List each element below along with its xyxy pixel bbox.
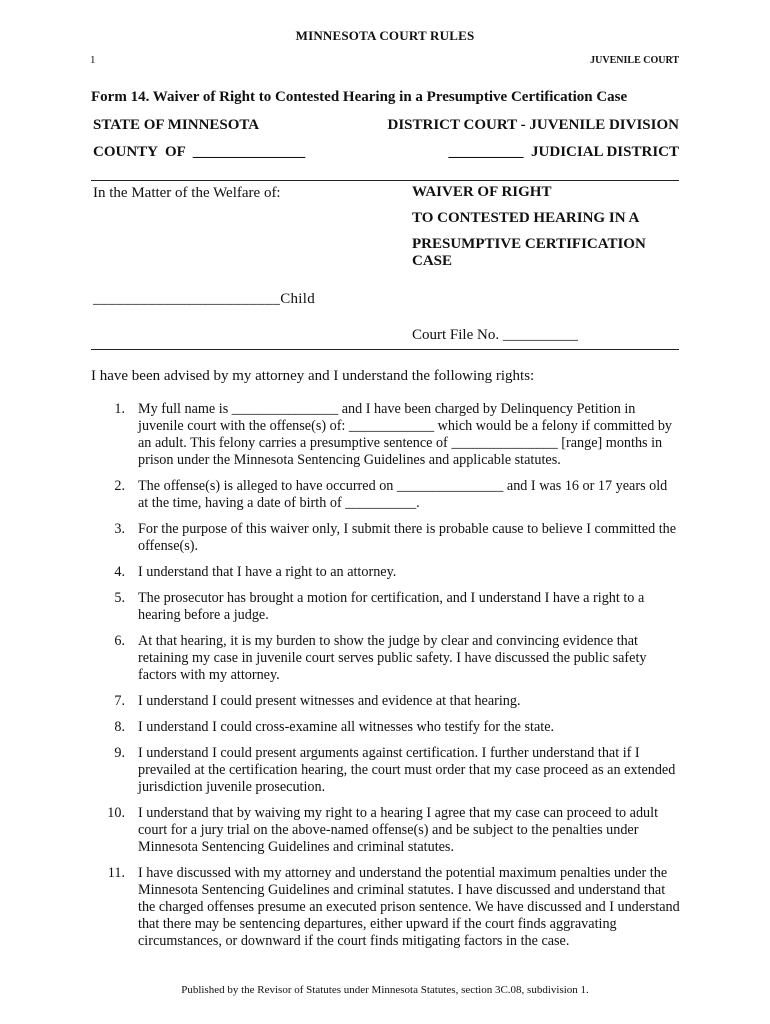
running-title: MINNESOTA COURT RULES xyxy=(295,28,475,43)
right-item-2 xyxy=(91,478,681,512)
district-label: __________ JUDICIAL DISTRICT xyxy=(448,144,679,160)
publication-footer: Published by the Revisor of Statutes under Minnesota Statutes, section 3C.08, subdivision 1. xyxy=(181,984,589,996)
state-label: STATE OF MINNESOTA xyxy=(93,117,260,133)
item-number: 6. xyxy=(114,633,125,649)
court-file-number: Court File No. __________ xyxy=(412,327,578,343)
court-label: DISTRICT COURT - JUVENILE DIVISION xyxy=(387,117,679,133)
item-text: I understand that by waiving my right to a hearing I agree that my case can proceed to adult court for a jury trial on the above-named offense(s) and be subject to the penalties under Minnesota Sentencing Guidelines and criminal statutes. xyxy=(138,805,659,855)
waiver-title-line-1: WAIVER OF RIGHT xyxy=(412,184,552,200)
intro-text: I have been advised by my attorney and I understand the following rights: xyxy=(91,368,535,384)
item-text: I understand I could present arguments against certification. I further understand that if I prevailed at the certification hearing, the court must order that my case proceed as an extended jurisdiction juvenile prosecution. xyxy=(138,745,676,795)
item-number: 4. xyxy=(114,564,125,580)
item-number: 10. xyxy=(107,805,125,821)
county-label: COUNTY OF _______________ xyxy=(93,144,306,160)
item-number: 7. xyxy=(114,693,125,709)
item-text: I have discussed with my attorney and understand the potential maximum penalties under the Minnesota Sentencing Guidelines and criminal statutes. I have discussed and understand that the charged offenses presume an executed prison sentence. We have discussed and I understand that there may be sentencing departures, either upward if the court finds aggravating circumstances, or downward if the court finds mitigating factors in the case. xyxy=(138,865,680,949)
right-item-3 xyxy=(91,521,681,555)
matter-label: In the Matter of the Welfare of: xyxy=(93,185,281,201)
form-title: Form 14. Waiver of Right to Contested Hearing in a Presumptive Certification Case xyxy=(91,89,628,105)
item-number: 8. xyxy=(114,719,125,735)
right-item-7 xyxy=(91,693,681,710)
right-item-4 xyxy=(91,564,681,581)
item-text: The offense(s) is alleged to have occurred on _______________ and I was 16 or 17 years old at the time, having a date of birth of __________. xyxy=(138,478,668,511)
item-number: 5. xyxy=(114,590,125,606)
section-label: JUVENILE COURT xyxy=(590,55,679,66)
item-text: For the purpose of this waiver only, I submit there is probable cause to believe I committed the offense(s). xyxy=(138,521,677,554)
right-item-1 xyxy=(91,401,681,469)
waiver-title-line-2: TO CONTESTED HEARING IN A xyxy=(412,210,640,226)
right-item-9 xyxy=(91,745,681,796)
right-item-8 xyxy=(91,719,681,736)
item-text: I understand that I have a right to an attorney. xyxy=(138,564,397,580)
item-number: 11. xyxy=(107,865,125,881)
right-item-5 xyxy=(91,590,681,624)
item-text: The prosecutor has brought a motion for certification, and I understand I have a right to a hearing before a judge. xyxy=(138,590,645,623)
rights-list xyxy=(91,401,681,959)
item-text: At that hearing, it is my burden to show the judge by clear and convincing evidence that retaining my case in juvenile court serves public safety. I have discussed the public safety factors with my attorney. xyxy=(138,633,647,683)
item-text: I understand I could cross-examine all witnesses who testify for the state. xyxy=(138,719,555,735)
page-number: 1 xyxy=(90,54,96,66)
waiver-title-line-3: PRESUMPTIVE CERTIFICATION CASE xyxy=(412,236,646,269)
caption-top-rule xyxy=(91,180,679,181)
child-name-line: ________________________Child xyxy=(93,291,316,307)
item-number: 2. xyxy=(114,478,125,494)
item-number: 1. xyxy=(114,401,125,417)
item-number: 9. xyxy=(114,745,125,761)
right-item-11 xyxy=(91,865,681,950)
caption-bottom-rule xyxy=(91,349,679,350)
item-text: I understand I could present witnesses and evidence at that hearing. xyxy=(138,693,521,709)
waiver-title xyxy=(412,184,680,279)
item-text: My full name is _______________ and I have been charged by Delinquency Petition in juvenile court with the offense(s) of: ____________ which would be a felony if committed by an adult. This felony carries a presumptive sentence of _______________ [range] months in prison under the Minnesota Sentencing Guidelines and applicable statutes. xyxy=(138,401,673,468)
right-item-6 xyxy=(91,633,681,684)
right-item-10 xyxy=(91,805,681,856)
item-number: 3. xyxy=(114,521,125,537)
